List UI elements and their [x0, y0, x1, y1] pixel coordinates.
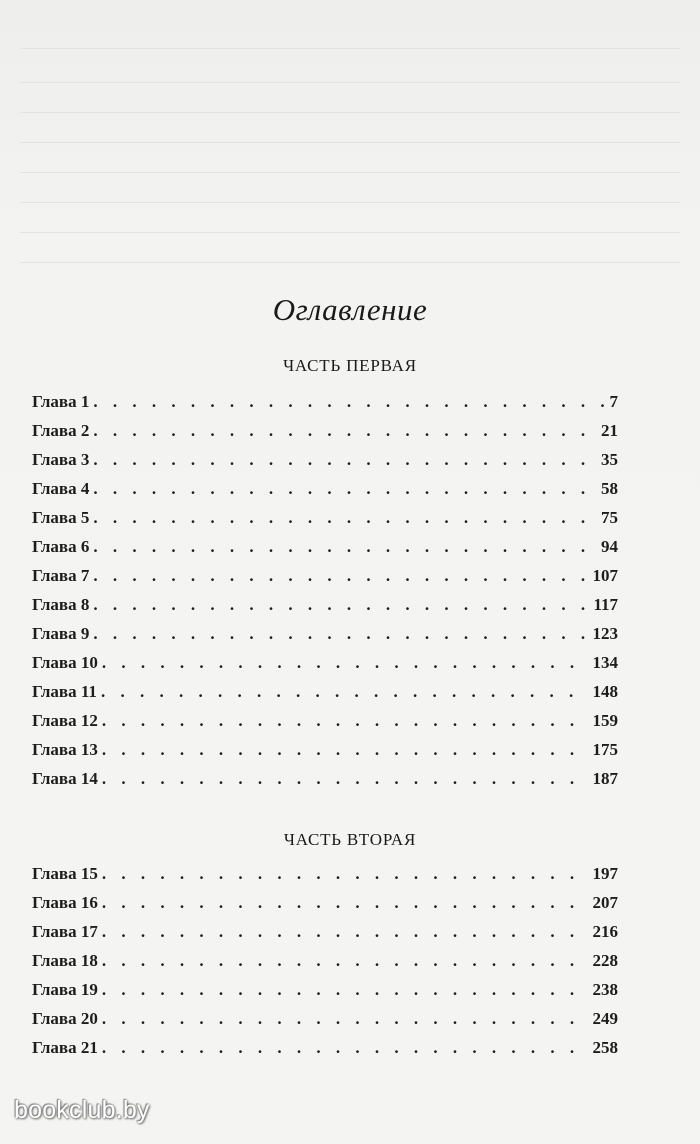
toc-entry [32, 392, 618, 421]
chapter-page-number: 159 [592, 711, 618, 730]
chapter-label: Глава 19 [32, 980, 98, 999]
dot-leader [102, 769, 589, 789]
bleed-through-line [20, 232, 680, 233]
chapter-page-number: 148 [592, 682, 618, 701]
dot-leader [102, 740, 589, 760]
chapter-label: Глава 17 [32, 922, 98, 941]
toc-entry [32, 864, 618, 893]
chapter-label: Глава 3 [32, 450, 90, 469]
toc-entry [32, 653, 618, 682]
chapter-label: Глава 5 [32, 508, 90, 527]
chapter-label: Глава 12 [32, 711, 98, 730]
toc-entry [32, 980, 618, 1009]
toc-entry [32, 951, 618, 980]
bleed-through-line [20, 262, 680, 263]
dot-leader [102, 1009, 589, 1029]
toc-entry [32, 537, 618, 566]
chapter-page-number: 228 [592, 951, 618, 970]
dot-leader [93, 566, 588, 586]
dot-leader [93, 392, 605, 412]
dot-leader [102, 980, 589, 1000]
toc-entry [32, 1038, 618, 1067]
toc-entry [32, 682, 618, 711]
chapter-page-number: 134 [592, 653, 618, 672]
dot-leader [93, 624, 588, 644]
chapter-page-number: 75 [601, 508, 618, 527]
dot-leader [93, 595, 589, 615]
toc-entry [32, 769, 618, 798]
dot-leader [93, 508, 597, 528]
chapter-label: Глава 7 [32, 566, 90, 585]
dot-leader [102, 922, 589, 942]
chapter-page-number: 197 [592, 864, 618, 883]
toc-entry [32, 566, 618, 595]
toc-entry [32, 508, 618, 537]
toc-entry [32, 450, 618, 479]
part-two-title: ЧАСТЬ ВТОРАЯ [283, 830, 417, 849]
chapter-page-number: 249 [592, 1009, 618, 1028]
dot-leader [101, 682, 589, 702]
chapter-page-number: 107 [592, 566, 618, 585]
bleed-through-line [20, 172, 680, 173]
chapter-page-number: 123 [592, 624, 618, 643]
toc-entry [32, 479, 618, 508]
bleed-through-line [20, 202, 680, 203]
dot-leader [102, 864, 589, 884]
chapter-page-number: 35 [601, 450, 618, 469]
chapter-page-number: 117 [593, 595, 618, 614]
chapter-label: Глава 14 [32, 769, 98, 788]
chapter-label: Глава 4 [32, 479, 90, 498]
dot-leader [93, 537, 597, 557]
toc-entry [32, 740, 618, 769]
chapter-page-number: 175 [592, 740, 618, 759]
chapter-label: Глава 1 [32, 392, 90, 411]
dot-leader [93, 450, 597, 470]
toc-entry [32, 595, 618, 624]
chapter-label: Глава 16 [32, 893, 98, 912]
page-title: Оглавление [272, 292, 428, 327]
part-one-title: ЧАСТЬ ПЕРВАЯ [283, 356, 417, 375]
chapter-label: Глава 20 [32, 1009, 98, 1028]
dot-leader [93, 421, 597, 441]
toc-entry [32, 893, 618, 922]
dot-leader [102, 893, 589, 913]
chapter-page-number: 58 [601, 479, 618, 498]
toc-entry [32, 922, 618, 951]
bleed-through-line [20, 142, 680, 143]
chapter-label: Глава 9 [32, 624, 90, 643]
toc-part-one [32, 392, 618, 798]
bleed-through-line [20, 48, 680, 49]
chapter-label: Глава 6 [32, 537, 90, 556]
toc-part-two [32, 864, 618, 1067]
toc-entry [32, 1009, 618, 1038]
dot-leader [102, 711, 589, 731]
dot-leader [102, 951, 589, 971]
dot-leader [93, 479, 597, 499]
bleed-through-line [20, 112, 680, 113]
toc-entry [32, 624, 618, 653]
dot-leader [102, 1038, 589, 1058]
chapter-label: Глава 10 [32, 653, 98, 672]
chapter-page-number: 187 [592, 769, 618, 788]
chapter-label: Глава 13 [32, 740, 98, 759]
chapter-label: Глава 2 [32, 421, 90, 440]
watermark-logo: bookclub.by [14, 1096, 150, 1124]
chapter-label: Глава 15 [32, 864, 98, 883]
chapter-page-number: 216 [592, 922, 618, 941]
dot-leader [102, 653, 589, 673]
chapter-page-number: 258 [592, 1038, 618, 1057]
chapter-page-number: 7 [609, 392, 618, 411]
toc-entry [32, 711, 618, 740]
chapter-label: Глава 21 [32, 1038, 98, 1057]
chapter-page-number: 21 [601, 421, 618, 440]
chapter-page-number: 238 [592, 980, 618, 999]
chapter-label: Глава 8 [32, 595, 90, 614]
toc-entry [32, 421, 618, 450]
chapter-label: Глава 18 [32, 951, 98, 970]
chapter-label: Глава 11 [32, 682, 97, 701]
chapter-page-number: 94 [601, 537, 618, 556]
bleed-through-line [20, 82, 680, 83]
chapter-page-number: 207 [592, 893, 618, 912]
